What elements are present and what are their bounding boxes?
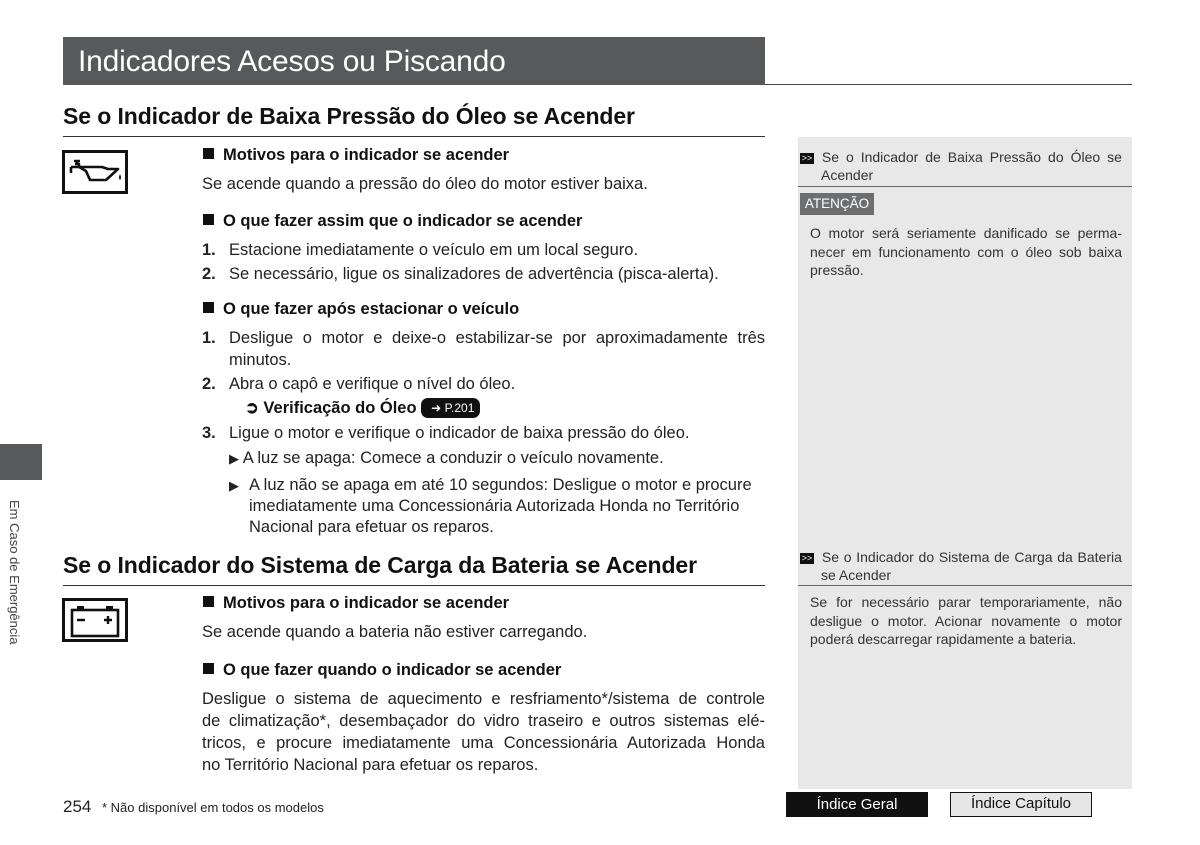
chapter-tab[interactable]	[0, 444, 42, 480]
body-text: Se acende quando a bateria não estiver carregando.	[202, 623, 588, 641]
link-arrow-icon: ➲	[245, 399, 259, 417]
sidebar-rule	[798, 186, 1132, 187]
list-item: 2. Abra o capô e verifique o nível do óleo.	[202, 375, 516, 393]
reference-arrow-icon: >>	[801, 153, 813, 163]
section-rule	[63, 585, 765, 586]
section-rule	[63, 136, 765, 137]
bullet-item: ▶ A luz se apaga: Comece a conduzir o veículo novamente.	[229, 449, 664, 467]
arrow-right-icon: ➜	[431, 401, 442, 415]
oil-check-link[interactable]: ➲ Verificação do Óleo ➜ P.201	[245, 397, 480, 419]
sidebar-rule	[798, 585, 1132, 586]
battery-section-heading: Se o Indicador do Sistema de Carga da Bateria se Acender	[63, 552, 697, 578]
triangle-bullet-icon: ▶	[229, 478, 239, 493]
subheading: O que fazer quando o indicador se acender	[203, 661, 561, 680]
sidebar-oil-ref: >> Se o Indicador de Baixa Pressão do Óleo se Acender	[801, 149, 1122, 183]
oil-pressure-icon	[62, 150, 128, 194]
oil-section-heading: Se o Indicador de Baixa Pressão do Óleo se Acender	[63, 103, 635, 129]
page-title: Indicadores Acesos ou Piscando	[78, 45, 506, 78]
title-rule	[765, 84, 1132, 85]
triangle-bullet-icon: ▶	[229, 451, 239, 466]
sidebar-warning-text: O motor será seriamente danificado se perma- necer em funcionamento com o óleo sob baixa pressão.	[810, 225, 1122, 278]
general-index-button[interactable]: Índice Geral	[786, 792, 928, 817]
subheading: O que fazer assim que o indicador se acender	[203, 212, 582, 231]
page-ref-badge[interactable]: ➜ P.201	[421, 398, 480, 418]
footnote: * Não disponível em todos os modelos	[102, 800, 324, 815]
chapter-label: Em Caso de Emergência	[7, 500, 22, 645]
page-number: 254	[63, 797, 92, 816]
battery-charge-icon	[62, 598, 128, 642]
list-item: 1. Estacione imediatamente o veículo em um local seguro.	[202, 241, 639, 259]
bullet-item: ▶ A luz não se apaga em até 10 segundos: Desligue o motor e procure imediatamente uma Concessionária Autorizada Honda no Território Nacional para efetuar os reparos.	[229, 476, 752, 536]
body-text: Se acende quando a pressão do óleo do motor estiver baixa.	[202, 175, 648, 193]
list-item: 3. Ligue o motor e verifique o indicador de baixa pressão do óleo.	[202, 424, 690, 442]
warning-badge: ATENÇÃO	[800, 193, 874, 215]
subheading: Motivos para o indicador se acender	[203, 594, 509, 613]
page-title-bar	[63, 37, 765, 85]
chapter-index-button[interactable]: Índice Capítulo	[950, 792, 1092, 817]
subheading: O que fazer após estacionar o veículo	[203, 300, 519, 319]
body-paragraph: Desligue o sistema de aquecimento e resfriamento*/sistema de controle de climatização*, desembaçador do vidro traseiro e outros sistemas elé- tricos, e procure imediatamente uma Concessionária Autorizada Honda no Território Nacional para efetuar os reparos.	[202, 690, 765, 774]
list-item: 1. Desligue o motor e deixe-o estabilizar-se por aproximadamente três minutos.	[202, 329, 765, 369]
subheading: Motivos para o indicador se acender	[203, 146, 509, 165]
sidebar-battery-text: Se for necessário parar temporariamente, não desligue o motor. Acionar novamente o motor poderá descarregar rapidamente a bateria.	[810, 594, 1122, 647]
reference-arrow-icon: >>	[801, 553, 813, 563]
list-item: 2. Se necessário, ligue os sinalizadores de advertência (pisca-alerta).	[202, 265, 719, 283]
sidebar-battery-ref: >> Se o Indicador do Sistema de Carga da Bateria se Acender	[801, 549, 1122, 583]
